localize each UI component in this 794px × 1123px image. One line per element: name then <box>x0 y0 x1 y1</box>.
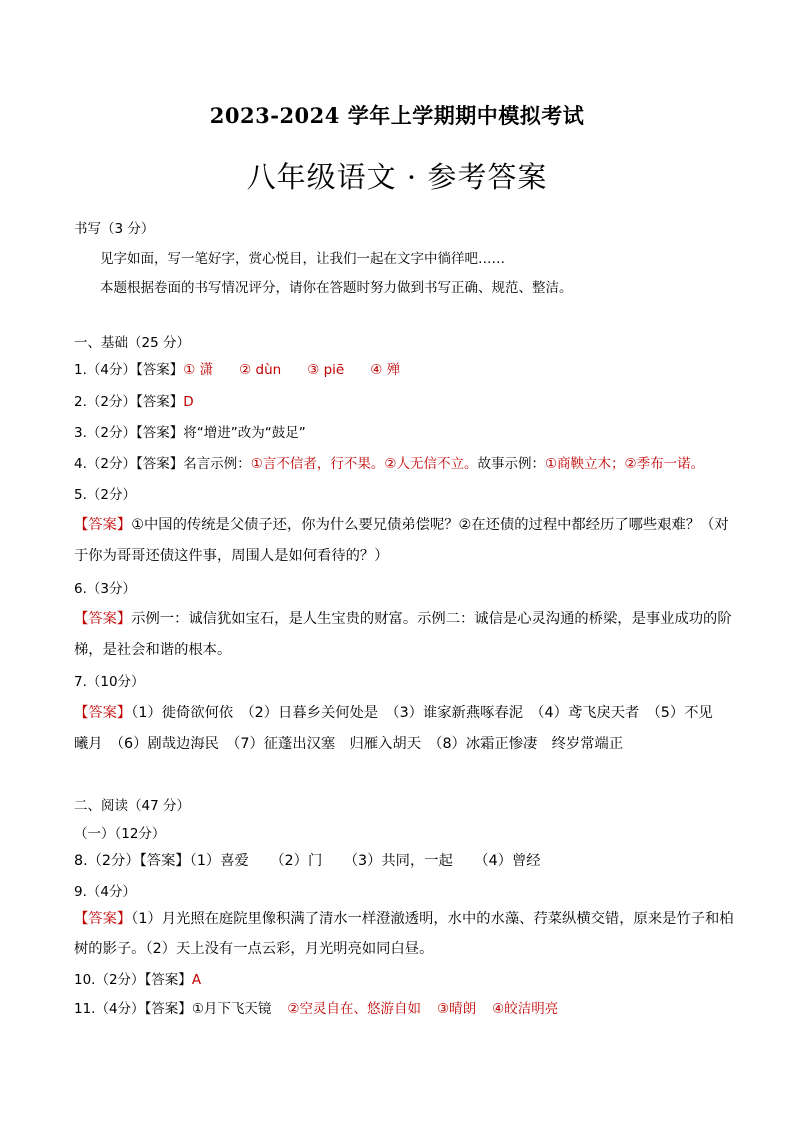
answer-text: ①中国的传统是父债子还，你为什么要兄债弟偿呢？②在还债的过程中都经历了哪些艰难？（对 <box>131 517 729 533</box>
question-prefix: 3.（2分） <box>74 425 136 441</box>
answer-text: ②空灵自在、悠游自如 <box>287 1001 422 1017</box>
answer-tag: 【答案】 <box>74 611 132 627</box>
answer-text: ② dùn <box>239 362 282 378</box>
answer-text: A <box>191 972 202 988</box>
answer-tag: 【答案】 <box>74 911 132 927</box>
answer-text: （1）喜爱 （2）门 （3）共同，一起 （4）曾经 <box>189 853 541 869</box>
answer-text: ①商鞅立木；②季布一诺。 <box>544 456 705 472</box>
question-1 <box>74 358 734 378</box>
answer-tag: 【答案】 <box>135 394 184 410</box>
question-7-answer <box>74 702 734 722</box>
answer-text: ④ 殚 <box>370 362 401 378</box>
question-4 <box>74 452 734 472</box>
answer-tag: 【答案】 <box>144 972 192 988</box>
question-5-prefix: 5.（2分） <box>74 487 136 503</box>
answer-text: （1）徙倚欲何依 （2）日暮乡关何处是 （3）谁家新燕啄春泥 （4）鸢飞戾天者 （5）不见 <box>131 705 713 721</box>
answer-text: 将“增进”改为“鼓足” <box>183 425 306 441</box>
question-9-answer-line-2: 树的影子。（2）天上没有一点云彩，月光明亮如同白昼。 <box>74 941 434 957</box>
question-prefix: 8.（2分） <box>74 853 140 869</box>
section-2-heading: 二、阅读（47 分） <box>74 798 190 814</box>
writing-paragraph-1: 见字如面，写一笔好字，赏心悦目，让我们一起在文字中徜徉吧…… <box>100 251 505 267</box>
answer-text: ③ piē <box>307 362 345 378</box>
answer-tag: 【答案】 <box>135 456 184 472</box>
question-prefix: 4.（2分） <box>74 456 136 472</box>
writing-paragraph-2: 本题根据卷面的书写情况评分，请你在答题时努力做到书写正确、规范、整洁。 <box>100 280 573 296</box>
question-9-answer <box>74 908 734 928</box>
question-7-prefix: 7.（10分） <box>74 674 145 690</box>
writing-heading: 书写（3 分） <box>74 221 155 237</box>
question-11 <box>74 997 734 1017</box>
answer-label: 故事示例： <box>477 456 545 472</box>
question-prefix: 2.（2分） <box>74 394 136 410</box>
answer-tag: 【答案】 <box>135 425 184 441</box>
question-2 <box>74 390 734 410</box>
answer-text: 示例一：诚信犹如宝石，是人生宝贵的财富。示例二：诚信是心灵沟通的桥梁，是事业成功的阶 <box>131 611 732 627</box>
answer-tag: 【答案】 <box>135 362 184 378</box>
answer-text: ①言不信者，行不果。②人无信不立。 <box>250 456 478 472</box>
page-title: 2023-2024 学年上学期期中模拟考试 <box>209 103 585 128</box>
subsection-heading: （一）（12分） <box>74 826 166 842</box>
question-5-answer <box>74 514 734 534</box>
answer-tag: 【答案】 <box>74 705 132 721</box>
answer-text: ①月下飞天镜 <box>191 1001 272 1017</box>
answer-text: ① 潇 <box>183 362 214 378</box>
question-10 <box>74 968 734 988</box>
question-3 <box>74 421 734 441</box>
question-8 <box>74 850 734 870</box>
question-7-answer-line-2: 曦月 （6）剧哉边海民 （7）征蓬出汉塞 归雁入胡天 （8）冰霜正惨凄 终岁常端正 <box>74 736 624 752</box>
question-prefix: 10.（2分） <box>74 972 145 988</box>
answer-text: ③晴朗 <box>437 1001 477 1017</box>
section-1-heading: 一、基础（25 分） <box>74 335 190 351</box>
answer-text: D <box>183 394 194 410</box>
page-subtitle: 八年级语文 · 参考答案 <box>246 160 548 194</box>
question-9-prefix: 9.（4分） <box>74 884 136 900</box>
question-6-answer-line-2: 梯，是社会和谐的根本。 <box>74 642 232 658</box>
question-6-prefix: 6.（3分） <box>74 581 136 597</box>
answer-tag: 【答案】 <box>139 853 190 869</box>
question-5-answer-line-2: 于你为哥哥还债这件事，周围人是如何看待的？） <box>74 548 389 564</box>
answer-text: （1）月光照在庭院里像积满了清水一样澄澈透明，水中的水藻、荇菜纵横交错，原来是竹子和柏 <box>131 911 734 927</box>
question-6-answer <box>74 608 734 628</box>
answer-label: 名言示例： <box>183 456 251 472</box>
answer-text: ④皎洁明亮 <box>492 1001 559 1017</box>
answer-tag: 【答案】 <box>74 517 132 533</box>
question-prefix: 11.（4分） <box>74 1001 145 1017</box>
answer-tag: 【答案】 <box>144 1001 192 1017</box>
question-prefix: 1.（4分） <box>74 362 136 378</box>
